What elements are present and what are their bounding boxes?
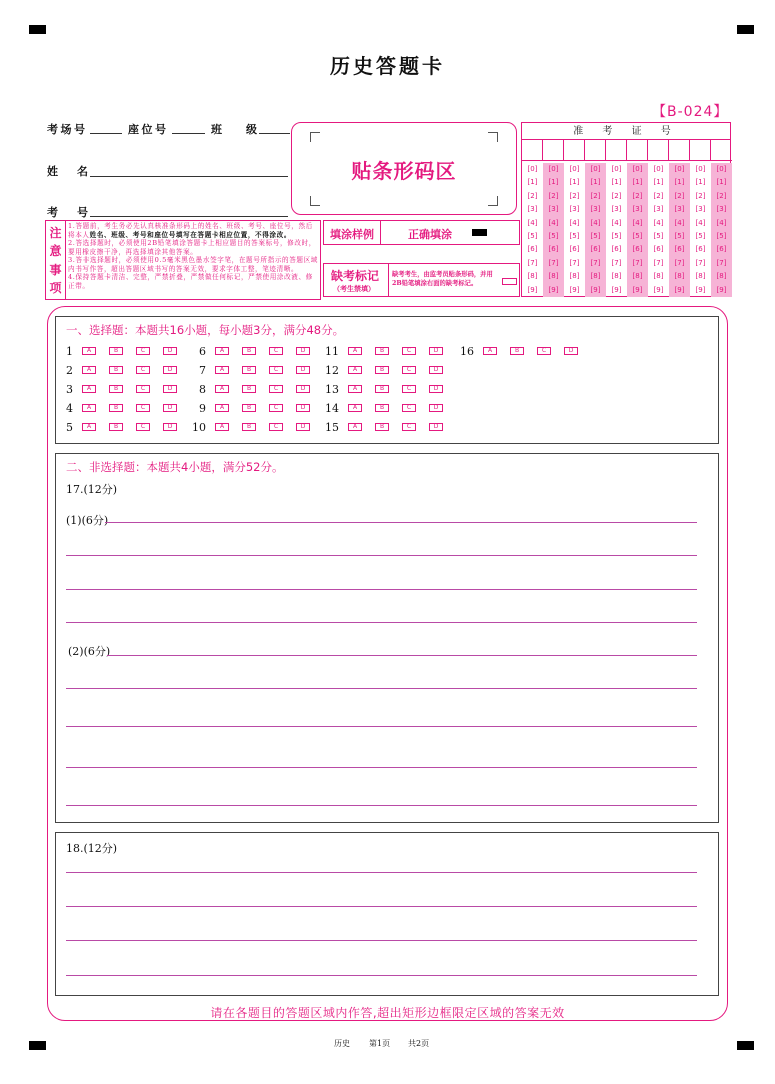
choice-question (321, 345, 456, 357)
admission-digit-bubble[interactable]: [7] (653, 258, 664, 267)
admission-digit-bubble[interactable]: [3] (669, 203, 690, 216)
seat-no-field[interactable] (172, 133, 205, 134)
admission-digit-bubble[interactable]: [8] (695, 272, 706, 281)
option-bubble-b[interactable]: B (242, 423, 256, 431)
option-bubble-c[interactable]: C (537, 347, 551, 355)
choice-question (188, 383, 323, 395)
question-17-part1-label: (1)(6分) (66, 514, 109, 527)
note-item-1-text: 1.答题前，考生务必先认真核准条形码上的姓名、班级、考号、座位号，然后将本人 (68, 222, 313, 239)
admission-digit-bubble[interactable]: [7] (611, 258, 622, 267)
admission-digit-bubble[interactable]: [2] (543, 190, 564, 203)
section-question-18 (55, 832, 719, 996)
admission-digit-bubble[interactable]: [4] (653, 218, 664, 227)
answer-line[interactable] (66, 940, 697, 941)
note-item-2: 2.答选择题时，必须使用2B铅笔填涂答题卡上相应题目的答案标号，修改时，要用橡皮擦干净，再选择填涂其他答案。 (68, 239, 316, 256)
admission-digit-bubble[interactable]: [6] (585, 243, 606, 256)
admission-digit-bubble[interactable]: [5] (569, 232, 580, 240)
admission-digit-bubble[interactable]: [7] (695, 258, 706, 267)
fill-sample-box (323, 220, 520, 245)
option-bubble-a[interactable]: A (82, 366, 96, 374)
paper-code: 【B-024】 (652, 104, 729, 120)
class-field[interactable] (259, 133, 290, 134)
question-17-label: 17.(12分) (66, 483, 118, 496)
section1-title: 一、选择题：本题共16小题，每小题3分，满分48分。 (66, 323, 345, 337)
option-bubble-a[interactable]: A (215, 366, 229, 374)
barcode-corner-bottom-right (488, 196, 498, 206)
answer-line[interactable] (66, 872, 697, 873)
barcode-corner-bottom-left (310, 196, 320, 206)
notes-body (68, 222, 319, 290)
admission-number-write-box[interactable] (690, 140, 711, 161)
choice-question (321, 383, 456, 395)
notes-heading-char: 注 (49, 226, 62, 240)
admission-digit-bubble[interactable]: [6] (711, 243, 732, 256)
seat-no-label: 座位号 (128, 123, 169, 136)
admission-digit-bubble[interactable]: [7] (711, 257, 732, 270)
admission-digit-bubble[interactable]: [9] (627, 284, 648, 297)
question-number: 3 (66, 382, 73, 396)
choice-question (456, 345, 591, 357)
admission-digit-bubble[interactable]: [0] (527, 165, 538, 173)
option-bubble-c[interactable]: C (136, 404, 150, 412)
option-bubble-b[interactable]: B (109, 404, 123, 412)
admission-digit-bubble[interactable]: [5] (627, 230, 648, 243)
option-bubble-d[interactable]: D (296, 366, 310, 374)
question-number: 6 (199, 344, 206, 358)
admission-number-write-box[interactable] (627, 140, 648, 161)
option-bubble-b[interactable]: B (242, 347, 256, 355)
exam-room-label: 考场号 (47, 123, 88, 136)
answer-line[interactable] (66, 589, 697, 590)
id-label-char2: 号 (77, 206, 91, 219)
admission-number-write-box[interactable] (564, 140, 585, 161)
question-number: 1 (66, 344, 73, 358)
exam-room-field[interactable] (90, 133, 122, 134)
admission-number-header: 准 考 证 号 (522, 123, 730, 140)
option-bubble-c[interactable]: C (402, 404, 416, 412)
section2-title: 二、非选择题：本题共4小题，满分52分。 (66, 460, 284, 474)
admission-digit-bubble[interactable]: [9] (543, 284, 564, 297)
admission-digit-bubble[interactable]: [0] (569, 165, 580, 173)
class-label-char2: 级 (246, 123, 260, 136)
option-bubble-d[interactable]: D (296, 385, 310, 393)
option-bubble-a[interactable]: A (82, 385, 96, 393)
question-number: 14 (325, 401, 339, 415)
option-bubble-b[interactable]: B (242, 366, 256, 374)
admission-number-write-box[interactable] (669, 140, 690, 161)
choice-question (188, 364, 323, 376)
option-bubble-c[interactable]: C (136, 366, 150, 374)
note-item-1-emphasis: 姓名、班级、考号和座位号填写在答题卡相应位置，不得涂改。 (89, 230, 292, 239)
barcode-corner-top-left (310, 132, 320, 142)
option-bubble-d[interactable]: D (564, 347, 578, 355)
option-bubble-a[interactable]: A (82, 347, 96, 355)
admission-digit-bubble[interactable]: [4] (627, 217, 648, 230)
admission-digit-bubble[interactable]: [1] (653, 178, 664, 187)
admission-digit-bubble[interactable]: [8] (543, 270, 564, 283)
admission-digit-bubble[interactable]: [2] (669, 190, 690, 203)
admission-digit-bubble[interactable]: [0] (653, 165, 664, 173)
admission-digit-bubble[interactable]: [1] (543, 176, 564, 189)
option-bubble-d[interactable]: D (429, 423, 443, 431)
option-bubble-c[interactable]: C (269, 385, 283, 393)
admission-digit-bubble[interactable]: [6] (527, 245, 538, 254)
class-label-char1: 班 (211, 123, 225, 136)
admission-number-digit-bubbles (522, 163, 730, 297)
admission-digit-bubble[interactable]: [0] (627, 163, 648, 176)
registration-mark-bottom-right (737, 1041, 754, 1050)
admission-digit-bubble[interactable]: [5] (611, 232, 622, 240)
admission-digit-bubble[interactable]: [7] (585, 257, 606, 270)
option-bubble-b[interactable]: B (375, 385, 389, 393)
admission-digit-bubble[interactable]: [4] (543, 217, 564, 230)
option-bubble-d[interactable]: D (163, 385, 177, 393)
question-number: 8 (199, 382, 206, 396)
question-18-label: 18.(12分) (66, 842, 118, 855)
option-bubble-d[interactable]: D (429, 366, 443, 374)
option-bubble-a[interactable]: A (82, 423, 96, 431)
admission-digit-bubble[interactable]: [2] (569, 191, 580, 200)
choice-question (188, 345, 323, 357)
admission-digit-bubble[interactable]: [9] (585, 284, 606, 297)
admission-number-write-box[interactable] (543, 140, 564, 161)
option-bubble-b[interactable]: B (375, 347, 389, 355)
admission-digit-bubble[interactable]: [9] (669, 284, 690, 297)
absent-mark-label: 缺考标记 (331, 269, 380, 283)
option-bubble-c[interactable]: C (402, 366, 416, 374)
option-bubble-c[interactable]: C (402, 347, 416, 355)
admission-digit-bubble[interactable]: [5] (585, 230, 606, 243)
fill-sample-label: 填涂样例 (330, 228, 374, 241)
admission-digit-bubble[interactable]: [3] (611, 205, 622, 214)
option-bubble-b[interactable]: B (109, 385, 123, 393)
answer-line[interactable] (66, 805, 697, 806)
admission-digit-bubble[interactable]: [1] (669, 176, 690, 189)
admission-number-write-box[interactable] (606, 140, 627, 161)
admission-digit-bubble[interactable]: [0] (669, 163, 690, 176)
choice-question (188, 402, 323, 414)
admission-digit-bubble[interactable]: [1] (585, 176, 606, 189)
admission-digit-bubble[interactable]: [8] (569, 272, 580, 281)
question-17-part2-label: (2)(6分) (68, 645, 111, 658)
id-label-char1: 考 (47, 206, 61, 219)
admission-digit-bubble[interactable]: [2] (653, 191, 664, 200)
option-bubble-b[interactable]: B (109, 347, 123, 355)
option-bubble-a[interactable]: A (483, 347, 497, 355)
admission-digit-bubble[interactable]: [9] (653, 285, 664, 294)
option-bubble-d[interactable]: D (163, 404, 177, 412)
admission-digit-bubble[interactable]: [9] (611, 285, 622, 294)
choice-question (321, 402, 456, 414)
admission-digit-bubble[interactable]: [0] (611, 165, 622, 173)
admission-digit-bubble[interactable]: [7] (527, 258, 538, 267)
answer-line[interactable] (105, 522, 697, 523)
correct-fill-label: 正确填涂 (408, 228, 452, 241)
admission-digit-bubble[interactable]: [6] (569, 245, 580, 254)
admission-number-write-row (522, 123, 730, 163)
option-bubble-d[interactable]: D (296, 404, 310, 412)
barcode-corner-top-right (488, 132, 498, 142)
admission-digit-bubble[interactable]: [2] (527, 191, 538, 200)
admission-digit-bubble[interactable]: [3] (543, 203, 564, 216)
option-bubble-b[interactable]: B (109, 423, 123, 431)
admission-number-write-box[interactable] (711, 140, 732, 161)
question-number: 2 (66, 363, 73, 377)
option-bubble-d[interactable]: D (429, 385, 443, 393)
answer-line[interactable] (107, 655, 697, 656)
answer-area-notice: 请在各题目的答题区域内作答,超出矩形边框限定区域的答案无效 (210, 1006, 565, 1020)
admission-digit-bubble[interactable]: [5] (543, 230, 564, 243)
admission-digit-bubble[interactable]: [3] (695, 205, 706, 214)
option-bubble-c[interactable]: C (136, 385, 150, 393)
option-bubble-b[interactable]: B (109, 366, 123, 374)
admission-digit-bubble[interactable]: [1] (627, 176, 648, 189)
admission-digit-bubble[interactable]: [5] (653, 232, 664, 240)
admission-digit-bubble[interactable]: [9] (711, 284, 732, 297)
admission-digit-bubble[interactable]: [5] (695, 232, 706, 240)
admission-digit-bubble[interactable]: [9] (527, 285, 538, 294)
question-number: 7 (199, 363, 206, 377)
note-item-3: 3.答非选择题时，必须使用0.5毫米黑色墨水签字笔，在题号所指示的答题区域内书写作答，超出答题区域书写的答案无效，要求字体工整，笔迹清晰。 (68, 256, 318, 273)
answer-line[interactable] (66, 975, 697, 976)
option-bubble-b[interactable]: B (375, 404, 389, 412)
admission-digit-bubble[interactable]: [8] (653, 272, 664, 281)
option-bubble-c[interactable]: C (136, 423, 150, 431)
registration-mark-bottom-left (29, 1041, 46, 1050)
admission-digit-bubble[interactable]: [8] (527, 272, 538, 281)
admission-digit-bubble[interactable]: [0] (543, 163, 564, 176)
admission-digit-bubble[interactable]: [1] (527, 178, 538, 187)
admission-digit-bubble[interactable]: [5] (669, 230, 690, 243)
admission-number-write-box[interactable] (522, 140, 543, 161)
option-bubble-b[interactable]: B (375, 423, 389, 431)
footer-page: 第1页 (369, 1039, 391, 1048)
admission-digit-bubble[interactable]: [6] (669, 243, 690, 256)
choice-question (55, 402, 190, 414)
admission-digit-bubble[interactable]: [8] (669, 270, 690, 283)
admission-digit-bubble[interactable]: [8] (627, 270, 648, 283)
admission-digit-bubble[interactable]: [4] (527, 218, 538, 227)
admission-digit-bubble[interactable]: [1] (611, 178, 622, 187)
question-number: 11 (325, 344, 339, 358)
note-item-1 (68, 222, 319, 239)
admission-digit-bubble[interactable]: [6] (627, 243, 648, 256)
admission-digit-bubble[interactable]: [7] (569, 258, 580, 267)
admission-digit-bubble[interactable]: [1] (711, 176, 732, 189)
choice-question (55, 421, 190, 433)
answer-line[interactable] (66, 726, 697, 727)
option-bubble-a[interactable]: A (215, 385, 229, 393)
option-bubble-a[interactable]: A (348, 404, 362, 412)
footer-total-pages: 共2页 (408, 1039, 430, 1048)
choice-question (55, 383, 190, 395)
admission-digit-bubble[interactable]: [9] (695, 285, 706, 294)
admission-digit-bubble[interactable]: [7] (669, 257, 690, 270)
option-bubble-c[interactable]: C (269, 366, 283, 374)
admission-digit-bubble[interactable]: [4] (611, 218, 622, 227)
admission-digit-bubble[interactable]: [1] (695, 178, 706, 187)
option-bubble-b[interactable]: B (242, 385, 256, 393)
admission-number-grid (521, 122, 731, 297)
admission-digit-bubble[interactable]: [4] (585, 217, 606, 230)
option-bubble-a[interactable]: A (215, 347, 229, 355)
name-label-char1: 姓 (47, 165, 61, 178)
question-number: 9 (199, 401, 206, 415)
option-bubble-c[interactable]: C (269, 404, 283, 412)
answer-line[interactable] (66, 555, 697, 556)
option-bubble-b[interactable]: B (242, 404, 256, 412)
admission-digit-bubble[interactable]: [2] (695, 191, 706, 200)
option-bubble-c[interactable]: C (402, 385, 416, 393)
admission-digit-bubble[interactable]: [4] (695, 218, 706, 227)
admission-digit-bubble[interactable]: [0] (695, 165, 706, 173)
sheet-title: 历史答题卡 (330, 54, 445, 78)
admission-digit-bubble[interactable]: [6] (543, 243, 564, 256)
admission-digit-bubble[interactable]: [9] (569, 285, 580, 294)
admission-digit-bubble[interactable]: [7] (543, 257, 564, 270)
note-item-4: 4.保持答题卡清洁、完整，严禁折叠，严禁做任何标记，严禁使用涂改液、修正带。 (68, 273, 313, 290)
option-bubble-a[interactable]: A (82, 404, 96, 412)
option-bubble-d[interactable]: D (163, 366, 177, 374)
footer-subject: 历史 (334, 1039, 350, 1048)
admission-digit-bubble[interactable]: [3] (653, 205, 664, 214)
admission-digit-bubble[interactable]: [0] (585, 163, 606, 176)
answer-line[interactable] (66, 767, 697, 768)
option-bubble-d[interactable]: D (429, 347, 443, 355)
option-bubble-d[interactable]: D (163, 423, 177, 431)
option-bubble-d[interactable]: D (429, 404, 443, 412)
option-bubble-a[interactable]: A (215, 404, 229, 412)
option-bubble-a[interactable]: A (348, 423, 362, 431)
absent-mark-note: 缺考考生，由监考员贴条形码，并用2B铅笔填涂右面的缺考标记。 (392, 271, 493, 287)
question-number: 13 (325, 382, 339, 396)
notes-box (45, 220, 321, 300)
admission-digit-bubble[interactable]: [3] (527, 205, 538, 214)
correct-fill-example (472, 229, 487, 236)
option-bubble-a[interactable]: A (348, 385, 362, 393)
choice-question (321, 364, 456, 376)
choice-question (55, 364, 190, 376)
option-bubble-b[interactable]: B (375, 366, 389, 374)
admission-number-write-box[interactable] (585, 140, 606, 161)
option-bubble-c[interactable]: C (402, 423, 416, 431)
admission-digit-bubble[interactable]: [3] (585, 203, 606, 216)
registration-mark-top-right (737, 25, 754, 34)
notes-heading-char: 意 (49, 244, 62, 258)
admission-digit-bubble[interactable]: [8] (585, 270, 606, 283)
question-number: 16 (460, 344, 474, 358)
admission-digit-bubble[interactable]: [2] (611, 191, 622, 200)
admission-digit-bubble[interactable]: [3] (711, 203, 732, 216)
option-bubble-d[interactable]: D (296, 423, 310, 431)
option-bubble-b[interactable]: B (510, 347, 524, 355)
admission-digit-bubble[interactable]: [8] (711, 270, 732, 283)
option-bubble-d[interactable]: D (163, 347, 177, 355)
registration-mark-top-left (29, 25, 46, 34)
answer-line[interactable] (66, 906, 697, 907)
admission-digit-bubble[interactable]: [6] (611, 245, 622, 254)
question-number: 10 (192, 420, 206, 434)
admission-digit-bubble[interactable]: [2] (585, 190, 606, 203)
question-number: 15 (325, 420, 339, 434)
absent-mark-box (323, 263, 520, 297)
option-bubble-c[interactable]: C (269, 423, 283, 431)
admission-digit-bubble[interactable]: [4] (569, 218, 580, 227)
admission-digit-bubble[interactable]: [4] (669, 217, 690, 230)
choice-question (55, 345, 190, 357)
admission-digit-bubble[interactable]: [6] (653, 245, 664, 254)
admission-digit-bubble[interactable]: [3] (627, 203, 648, 216)
name-field[interactable] (90, 176, 288, 177)
admission-digit-bubble[interactable]: [8] (611, 272, 622, 281)
option-bubble-c[interactable]: C (269, 347, 283, 355)
option-bubble-d[interactable]: D (296, 347, 310, 355)
admission-digit-bubble[interactable]: [2] (711, 190, 732, 203)
admission-digit-bubble[interactable]: [6] (695, 245, 706, 254)
admission-digit-bubble[interactable]: [7] (627, 257, 648, 270)
option-bubble-a[interactable]: A (215, 423, 229, 431)
admission-digit-bubble[interactable]: [0] (711, 163, 732, 176)
notes-heading-char: 项 (49, 281, 62, 295)
admission-digit-bubble[interactable]: [5] (527, 232, 538, 240)
choice-question (321, 421, 456, 433)
admission-digit-bubble[interactable]: [3] (569, 205, 580, 214)
barcode-area-label: 贴条形码区 (351, 159, 457, 183)
option-bubble-a[interactable]: A (348, 366, 362, 374)
option-bubble-c[interactable]: C (136, 347, 150, 355)
notes-heading (46, 221, 66, 299)
admission-digit-bubble[interactable]: [1] (569, 178, 580, 187)
absent-mark-sublabel: （考生禁填） (333, 284, 375, 293)
answer-line[interactable] (66, 622, 697, 623)
option-bubble-a[interactable]: A (348, 347, 362, 355)
admission-digit-bubble[interactable]: [2] (627, 190, 648, 203)
admission-digit-bubble[interactable]: [4] (711, 217, 732, 230)
admission-number-write-box[interactable] (648, 140, 669, 161)
answer-line[interactable] (66, 688, 697, 689)
name-label-char2: 名 (77, 165, 91, 178)
question-number: 5 (66, 420, 73, 434)
admission-digit-bubble[interactable]: [5] (711, 230, 732, 243)
question-number: 12 (325, 363, 339, 377)
absent-mark-bubble[interactable] (502, 278, 517, 285)
exam-id-field[interactable] (90, 216, 288, 217)
choice-question (188, 421, 323, 433)
notes-heading-char: 事 (49, 263, 62, 277)
question-number: 4 (66, 401, 73, 415)
